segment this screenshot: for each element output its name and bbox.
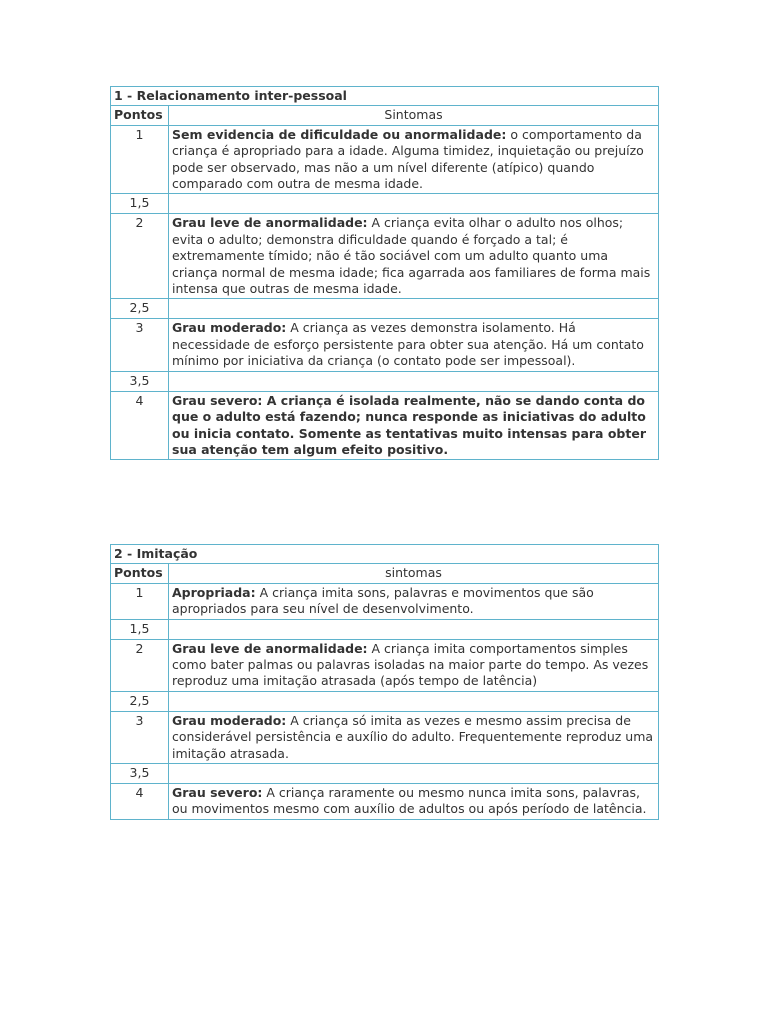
table-row [111, 711, 659, 763]
table-row [111, 214, 659, 299]
row-points: 3 [111, 319, 169, 371]
table-row [111, 125, 659, 194]
row-points: 3,5 [111, 764, 169, 784]
row-lead: Grau moderado: [172, 320, 287, 336]
row-points: 2 [111, 214, 169, 299]
row-lead: Apropriada: [172, 584, 256, 600]
table-row [111, 194, 659, 214]
row-symptoms [169, 371, 659, 391]
row-symptoms [169, 194, 659, 214]
table-relacionamento [110, 86, 659, 460]
row-symptoms [169, 319, 659, 371]
header-symptoms: Sintomas [169, 106, 659, 125]
row-text: A criança imita comportamentos simples como bater palmas ou palavras isoladas na maior parte do tempo. As vezes reproduz uma imitação atrasada (após tempo de latência) [172, 640, 649, 689]
row-lead: Sem evidencia de dificuldade ou anormalidade: [172, 126, 507, 142]
table-row [111, 639, 659, 691]
table-row [111, 619, 659, 639]
table-title-row [111, 545, 659, 564]
table-imitacao [110, 544, 659, 820]
row-lead: Grau leve de anormalidade: [172, 215, 368, 231]
table-title: 2 - Imitação [111, 545, 659, 564]
table-row [111, 319, 659, 371]
table-title: 1 - Relacionamento inter-pessoal [111, 87, 659, 106]
row-text: A criança evita olhar o adulto nos olhos; evita o adulto; demonstra dificuldade quando é forçado a tal; é extremamente tímido; não é tão sociável com um adulto quanto uma criança normal de mesma idade; fica agarrada aos familiares de forma mais intensa que outras de mesma idade. [172, 215, 651, 297]
row-lead: Grau severo: [172, 392, 263, 408]
table-row [111, 764, 659, 784]
row-points: 1,5 [111, 194, 169, 214]
row-text: A criança só imita as vezes e mesmo assim precisa de considerável persistência e auxílio do adulto. Frequentemente reproduz uma imitação atrasada. [172, 712, 654, 761]
row-symptoms [169, 711, 659, 763]
row-symptoms [169, 125, 659, 194]
row-text: A criança é isolada realmente, não se dando conta do que o adulto está fazendo; nunca responde as iniciativas do adulto ou inicia contato. Somente as tentativas muito intensas para obter sua atenção tem algum efeito positivo. [172, 392, 646, 457]
table-header-row [111, 564, 659, 583]
row-lead: Grau leve de anormalidade: [172, 640, 368, 656]
row-points: 3 [111, 711, 169, 763]
header-points: Pontos [111, 564, 169, 583]
row-symptoms [169, 691, 659, 711]
row-points: 4 [111, 784, 169, 820]
table-header-row [111, 106, 659, 125]
row-symptoms [169, 639, 659, 691]
table-title-row [111, 87, 659, 106]
row-points: 3,5 [111, 371, 169, 391]
row-lead: Grau severo: [172, 785, 263, 801]
row-points: 1 [111, 125, 169, 194]
row-lead: Grau moderado: [172, 712, 287, 728]
table-row [111, 299, 659, 319]
row-symptoms [169, 784, 659, 820]
table-row [111, 784, 659, 820]
row-points: 1,5 [111, 619, 169, 639]
row-points: 2,5 [111, 691, 169, 711]
row-symptoms [169, 214, 659, 299]
row-symptoms [169, 619, 659, 639]
row-points: 2 [111, 639, 169, 691]
row-symptoms [169, 391, 659, 460]
row-symptoms [169, 583, 659, 619]
row-text: o comportamento da criança é apropriado para a idade. Alguma timidez, inquietação ou prejuízo pode ser observado, mas não a um nível diferente (atípico) quando comparado com outra de mesma idade. [172, 126, 644, 192]
table-row [111, 391, 659, 460]
row-text: A criança raramente ou mesmo nunca imita sons, palavras, ou movimentos mesmo com auxílio de adultos ou após período de latência. [172, 785, 647, 817]
row-points: 1 [111, 583, 169, 619]
row-symptoms [169, 764, 659, 784]
table-row [111, 583, 659, 619]
row-symptoms [169, 299, 659, 319]
header-symptoms: sintomas [169, 564, 659, 583]
table-row [111, 691, 659, 711]
header-points: Pontos [111, 106, 169, 125]
table-row [111, 371, 659, 391]
row-points: 4 [111, 391, 169, 460]
row-text: A criança as vezes demonstra isolamento. Há necessidade de esforço persistente para obter sua atenção. Há um contato mínimo por iniciativa da criança (o contato pode ser impessoal). [172, 320, 644, 369]
row-points: 2,5 [111, 299, 169, 319]
row-text: A criança imita sons, palavras e movimentos que são apropriados para seu nível de desenvolvimento. [172, 584, 594, 617]
